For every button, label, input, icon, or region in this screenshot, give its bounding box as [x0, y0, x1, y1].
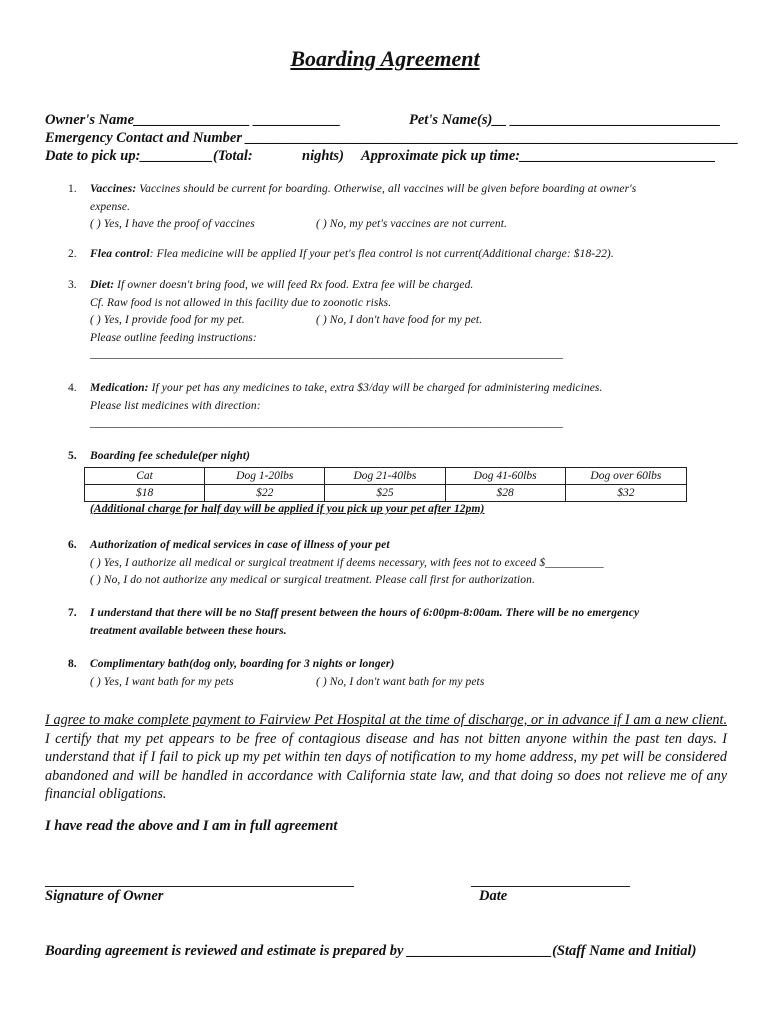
diet-yes-option[interactable]: ( ) Yes, I provide food for my pet.: [90, 314, 245, 326]
item-number: 8.: [68, 658, 77, 670]
half-day-note: (Additional charge for half day will be applied if you pick up your pet after 12pm): [90, 503, 485, 515]
date-label: Date: [479, 888, 508, 904]
item-number: 1.: [68, 183, 77, 195]
feeding-instructions-label: Please outline feeding instructions:: [90, 332, 257, 344]
vaccines-description: Vaccines should be current for boarding. Otherwise, all vaccines will be given before boarding at owner's: [139, 183, 637, 195]
fee-price-cell: $28: [445, 485, 565, 502]
vaccines-text-cont: expense.: [90, 201, 131, 213]
flea-label: Flea control: [90, 248, 150, 260]
document-title: Boarding Agreement: [290, 46, 480, 71]
certification-clause: I certify that my pet appears to be free of contagious disease and has not bitten anyone within the past ten days. I understand that if I fail to pick up my pet within ten days of notification to my home address, my pet will be considered abandoned and will be handled in accordance with California state law, and that doing so does not relieve me of any financial obligations.: [45, 730, 727, 803]
item-number: 5.: [68, 450, 77, 462]
fee-table-price-row: [85, 485, 687, 502]
vaccines-text: [90, 183, 636, 195]
fee-header-cell: Dog 1-20lbs: [205, 468, 325, 485]
signature-label: Signature of Owner: [45, 888, 164, 904]
medication-label: Medication:: [90, 382, 149, 394]
fee-price-cell: $32: [565, 485, 686, 502]
medication-list-line[interactable]: __________________________________________________________________________________________: [90, 417, 563, 429]
fee-table: [84, 467, 687, 502]
bath-no-option[interactable]: ( ) No, I don't want bath for my pets: [316, 676, 485, 688]
authorization-label: Authorization of medical services in case of illness of your pet: [90, 539, 390, 551]
signature-line[interactable]: [45, 886, 354, 887]
fee-header-cell: Cat: [85, 468, 205, 485]
pickup-time-field[interactable]: Approximate pick up time:___________________________: [361, 148, 716, 164]
medication-list-label: Please list medicines with direction:: [90, 400, 261, 412]
diet-text: [90, 279, 473, 291]
feeding-instructions-line[interactable]: __________________________________________________________________________________________: [90, 348, 563, 360]
vaccines-label: Vaccines:: [90, 183, 137, 195]
fee-header-cell: Dog 41-60lbs: [445, 468, 565, 485]
agreement-paragraph: [45, 711, 727, 804]
bath-label: Complimentary bath(dog only, boarding for 3 nights or longer): [90, 658, 395, 670]
fee-price-cell: $18: [85, 485, 205, 502]
date-line[interactable]: [471, 886, 630, 887]
fee-price-cell: $25: [325, 485, 445, 502]
item-number: 7.: [68, 607, 77, 619]
fee-price-cell: $22: [205, 485, 325, 502]
authorization-no-option[interactable]: ( ) No, I do not authorize any medical or surgical treatment. Please call first for authorization.: [90, 574, 535, 586]
flea-text: [90, 248, 614, 260]
item-number: 3.: [68, 279, 77, 291]
bath-yes-option[interactable]: ( ) Yes, I want bath for my pets: [90, 676, 234, 688]
nights-label: nights): [302, 148, 344, 164]
diet-no-option[interactable]: ( ) No, I don't have food for my pet.: [316, 314, 483, 326]
diet-description: If owner doesn't bring food, we will feed Rx food. Extra fee will be charged.: [117, 279, 474, 291]
item-number: 6.: [68, 539, 77, 551]
staff-notice: I understand that there will be no Staff present between the hours of 6:00pm-8:00am. There will be no emergency: [90, 607, 640, 619]
diet-label: Diet:: [90, 279, 115, 291]
owner-name-field[interactable]: Owner's Name________________ ____________: [45, 112, 341, 128]
medication-description: If your pet has any medicines to take, extra $3/day will be charged for administering medicines.: [151, 382, 603, 394]
staff-notice-cont: treatment available between these hours.: [90, 625, 287, 637]
vaccines-yes-option[interactable]: ( ) Yes, I have the proof of vaccines: [90, 218, 255, 230]
pet-names-field[interactable]: Pet's Name(s)__ _____________________________: [409, 112, 721, 128]
fee-header-cell: Dog 21-40lbs: [325, 468, 445, 485]
item-number: 4.: [68, 382, 77, 394]
medication-text: [90, 382, 602, 394]
fee-table-header-row: [85, 468, 687, 485]
authorization-yes-option[interactable]: ( ) Yes, I authorize all medical or surgical treatment if deems necessary, with fees not to exceed $__________: [90, 557, 604, 569]
vaccines-no-option[interactable]: ( ) No, my pet's vaccines are not current.: [316, 218, 508, 230]
payment-clause: I agree to make complete payment to Fairview Pet Hospital at the time of discharge, or in advance if I am a new client.: [45, 712, 727, 728]
fee-schedule-label: Boarding fee schedule(per night): [90, 450, 251, 462]
flea-description: : Flea medicine will be applied If your pet's flea control is not current(Additional charge: $18-22).: [149, 248, 614, 260]
item-number: 2.: [68, 248, 77, 260]
full-agreement-statement: I have read the above and I am in full agreement: [45, 818, 338, 834]
staff-review-line[interactable]: Boarding agreement is reviewed and estimate is prepared by ____________________(Staff Name and Initial): [45, 943, 697, 959]
fee-header-cell: Dog over 60lbs: [565, 468, 686, 485]
diet-raw-note: Cf. Raw food is not allowed in this facility due to zoonotic risks.: [90, 297, 392, 309]
emergency-contact-field[interactable]: Emergency Contact and Number ____________________________________________________________________: [45, 130, 739, 146]
pickup-date-field[interactable]: Date to pick up:__________(Total:: [45, 148, 253, 164]
